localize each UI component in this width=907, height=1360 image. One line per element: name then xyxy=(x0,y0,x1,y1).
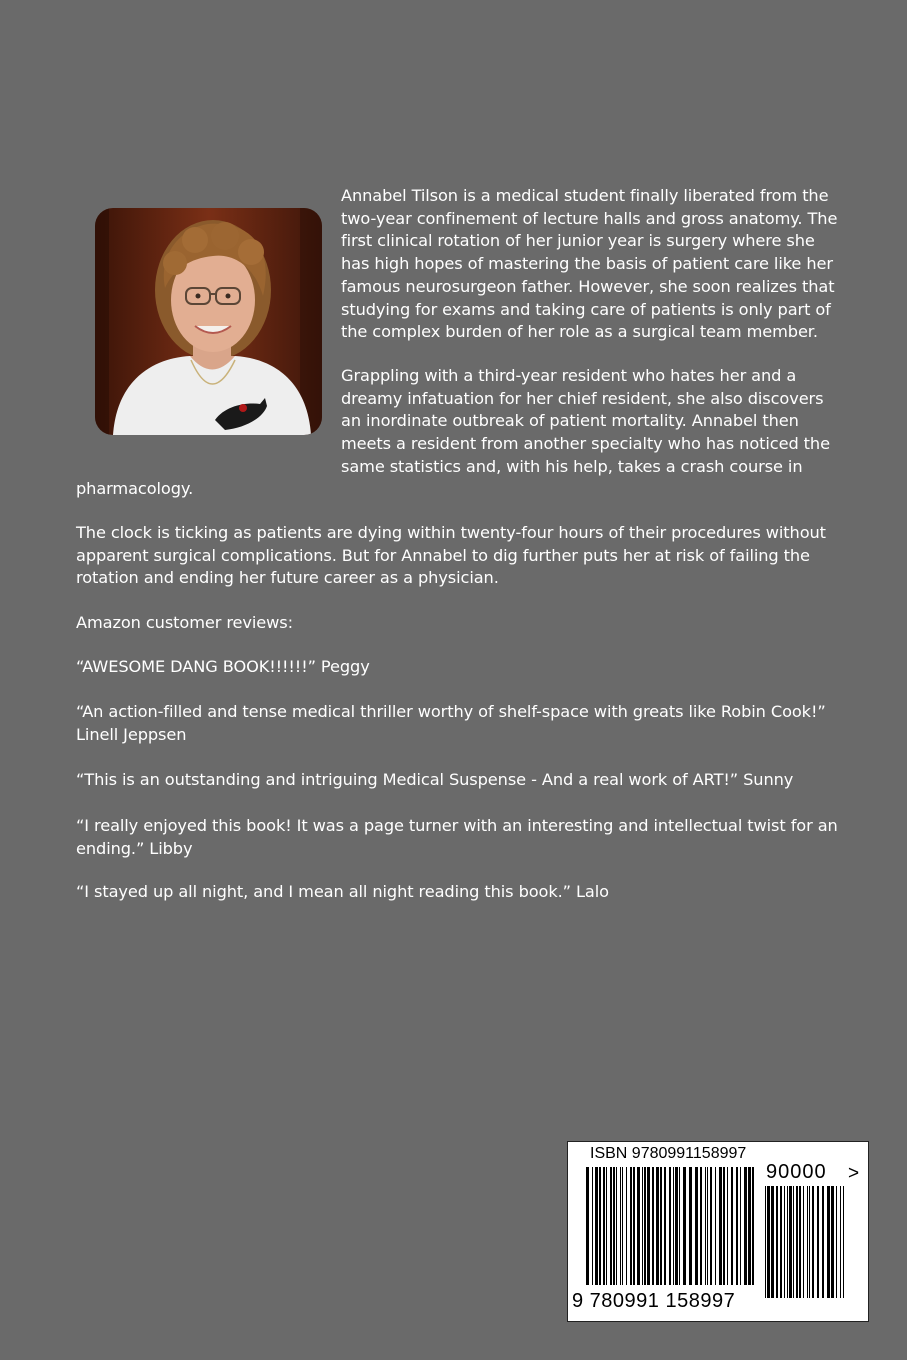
barcode-bar xyxy=(744,1167,747,1285)
review-line: “This is an outstanding and intriguing Medical Suspense - And a real work of ART!” Sunny xyxy=(76,770,794,789)
barcode-bar xyxy=(731,1167,733,1285)
barcode-bar xyxy=(793,1186,794,1298)
barcode-bar xyxy=(705,1167,706,1285)
review-line: “I really enjoyed this book! It was a page turner with an interesting and intellectual twist for an xyxy=(76,816,838,835)
blurb-line: pharmacology. xyxy=(76,479,194,498)
barcode-bar xyxy=(719,1167,722,1285)
blurb-line: two-year confinement of lecture halls and gross anatomy. The xyxy=(341,208,838,228)
review-item xyxy=(76,881,609,904)
barcode-bar xyxy=(765,1186,766,1298)
review-line: Linell Jeppsen xyxy=(76,724,187,744)
blurb-line: has high hopes of mastering the basis of patient care like her xyxy=(341,254,833,274)
barcode-bar xyxy=(710,1167,712,1285)
barcode-bar xyxy=(707,1167,708,1285)
blurb-paragraph-2-tail xyxy=(76,478,193,501)
barcode-bar xyxy=(723,1167,725,1285)
barcode-bar xyxy=(689,1167,692,1285)
barcode-bar xyxy=(780,1186,782,1298)
barcode-bar xyxy=(715,1167,716,1285)
review-item xyxy=(76,769,793,792)
barcode-bar xyxy=(606,1167,607,1285)
barcode-bar xyxy=(613,1167,615,1285)
barcode-bar xyxy=(669,1167,671,1285)
barcode-bar xyxy=(660,1167,662,1285)
barcode-bar xyxy=(592,1167,593,1285)
price-arrow: > xyxy=(848,1163,860,1184)
barcode-bar xyxy=(644,1167,646,1285)
barcode-bar xyxy=(748,1167,751,1285)
barcode-bar xyxy=(840,1186,841,1298)
barcode-bar xyxy=(622,1167,623,1285)
barcode-bar xyxy=(664,1167,666,1285)
reviews-heading-text: Amazon customer reviews: xyxy=(76,613,293,632)
blurb-line: rotation and ending her future career as a physician. xyxy=(76,568,499,588)
isbn-barcode xyxy=(567,1141,869,1322)
barcode-bar xyxy=(637,1167,640,1285)
barcode-bar xyxy=(695,1167,698,1285)
blurb-line: meets a resident from another specialty who has noticed the xyxy=(341,434,830,454)
review-line: “An action-filled and tense medical thriller worthy of shelf-space with greats like Robin Cook!” xyxy=(76,702,826,721)
blurb-line: The clock is ticking as patients are dying within twenty-four hours of their procedures without xyxy=(76,523,826,542)
blurb-line: Annabel Tilson is a medical student finally liberated from the xyxy=(341,186,829,205)
barcode-bar xyxy=(656,1167,659,1285)
barcode-bar xyxy=(736,1167,738,1285)
reviews-heading xyxy=(76,612,293,635)
review-line: ending.” Libby xyxy=(76,838,193,858)
review-line: “I stayed up all night, and I mean all night reading this book.” Lalo xyxy=(76,882,609,901)
barcode-bar xyxy=(673,1167,674,1285)
barcode-bar xyxy=(652,1167,654,1285)
blurb-line: first clinical rotation of her junior year is surgery where she xyxy=(341,231,815,251)
barcode-bar xyxy=(626,1167,627,1285)
blurb-line: an inordinate outbreak of patient mortality. Annabel then xyxy=(341,411,799,431)
barcode-bar xyxy=(642,1167,643,1285)
barcode-bar xyxy=(771,1186,774,1298)
blurb-line: apparent surgical complications. But for Annabel to dig further puts her at risk of failing the xyxy=(76,545,810,565)
barcode-bar xyxy=(752,1167,754,1285)
price-code: 90000 xyxy=(766,1161,827,1183)
blurb-line: famous neurosurgeon father. However, she soon realizes that xyxy=(341,276,835,296)
barcode-bar xyxy=(647,1167,650,1285)
barcode-bar xyxy=(603,1167,605,1285)
barcode-bar xyxy=(740,1167,741,1285)
review-item xyxy=(76,815,838,860)
barcode-bar xyxy=(620,1167,621,1285)
isbn-label: ISBN 9780991158997 xyxy=(590,1145,747,1162)
barcode-bar xyxy=(727,1167,728,1285)
barcode-bar xyxy=(812,1186,814,1298)
barcode-bar xyxy=(822,1186,824,1298)
barcode-bars xyxy=(586,1167,756,1285)
blurb-paragraph-2 xyxy=(341,365,830,479)
barcode-bar xyxy=(683,1167,686,1285)
barcode-bar xyxy=(787,1186,788,1298)
barcode-bar xyxy=(616,1167,617,1285)
blurb-line: studying for exams and taking care of patients is only part of xyxy=(341,299,831,319)
barcode-bar xyxy=(799,1186,801,1298)
barcode-bar xyxy=(633,1167,635,1285)
barcode-bar xyxy=(776,1186,778,1298)
barcode-bar xyxy=(610,1167,612,1285)
author-photo xyxy=(95,208,322,435)
barcode-bar xyxy=(827,1186,830,1298)
blurb-paragraph-3 xyxy=(76,522,826,590)
review-line: “AWESOME DANG BOOK!!!!!!” Peggy xyxy=(76,657,370,676)
barcode-bar xyxy=(831,1186,834,1298)
barcode-bar xyxy=(809,1186,810,1298)
blurb-line: Grappling with a third-year resident who hates her and a xyxy=(341,366,797,385)
barcode-bar xyxy=(803,1186,804,1298)
barcode-bar xyxy=(700,1167,702,1285)
barcode-bar xyxy=(679,1167,680,1285)
barcode-bar xyxy=(595,1167,598,1285)
barcode-bar xyxy=(767,1186,770,1298)
barcode-bar xyxy=(796,1186,798,1298)
barcode-bar xyxy=(843,1186,844,1298)
barcode-digits: 9 780991 158997 xyxy=(572,1290,736,1312)
barcode-bar xyxy=(630,1167,632,1285)
addon-barcode-bars xyxy=(765,1186,847,1298)
barcode-bar xyxy=(789,1186,792,1298)
review-item xyxy=(76,656,370,679)
blurb-paragraph-1 xyxy=(341,185,837,344)
blurb-line: dreamy infatuation for her chief resident, she also discovers xyxy=(341,388,824,408)
blurb-line: same statistics and, with his help, takes a crash course in xyxy=(341,456,803,476)
barcode-bar xyxy=(807,1186,808,1298)
barcode-bar xyxy=(586,1167,589,1285)
barcode-bar xyxy=(599,1167,601,1285)
blurb-line: the complex burden of her role as a surgical team member. xyxy=(341,322,818,342)
barcode-bar xyxy=(836,1186,837,1298)
review-item xyxy=(76,701,826,746)
barcode-bar xyxy=(675,1167,678,1285)
barcode-bar xyxy=(817,1186,819,1298)
barcode-bar xyxy=(784,1186,785,1298)
